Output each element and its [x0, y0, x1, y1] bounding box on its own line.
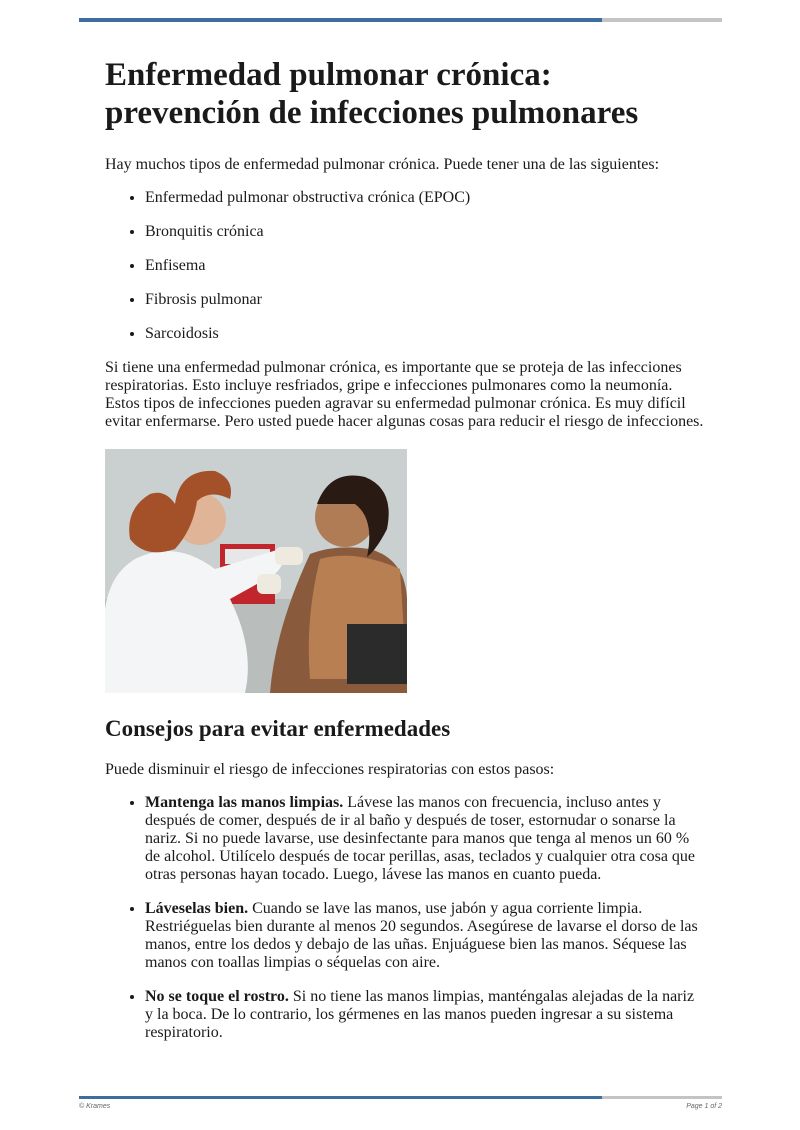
tip-title: Mantenga las manos limpias.: [145, 794, 344, 811]
vaccination-photo: [105, 449, 407, 693]
tip-title: No se toque el rostro.: [145, 988, 289, 1005]
tip-text: Cuando se lave las manos, use jabón y agua corriente limpia. Restriéguelas bien durante al menos 20 segundos. Asegúrese de lavarse el dorso de las manos, entre los dedos y debajo de las uñas. Enjuáguese bien las manos. Séquese las manos con toallas limpias o séquelas con aire.: [145, 900, 698, 971]
page-title: Enfermedad pulmonar crónica: prevención de infecciones pulmonares: [105, 57, 639, 131]
footer-page-number: Page 1 of 2: [686, 1103, 722, 1110]
bottom-rule: [79, 1096, 722, 1099]
list-item: • Enfermedad pulmonar obstructiva crónica (EPOC): [145, 189, 705, 207]
tip-text: Si no tiene las manos limpias, manténgalas alejadas de la nariz y la boca. De lo contrario, los gérmenes en las manos pueden ingresar a su sistema respiratorio.: [145, 988, 695, 1041]
document-body: [105, 56, 705, 1058]
list-item: • Bronquitis crónica: [145, 223, 705, 241]
conditions-list: [105, 189, 705, 343]
list-item: • Sarcoidosis: [145, 325, 705, 343]
list-item: [145, 794, 705, 884]
intro-paragraph: Hay muchos tipos de enfermedad pulmonar crónica. Puede tener una de las siguientes:: [105, 156, 660, 173]
list-item: • Enfisema: [145, 257, 705, 275]
section-heading: Consejos para evitar enfermedades: [105, 716, 451, 741]
list-item: [145, 900, 705, 972]
section-intro: Puede disminuir el riesgo de infecciones respiratorias con estos pasos:: [105, 761, 555, 778]
tips-list: [105, 794, 705, 1042]
tip-title: Láveselas bien.: [145, 900, 249, 917]
top-rule: [79, 18, 722, 22]
tip-text: Lávese las manos con frecuencia, incluso antes y después de comer, después de ir al baño y después de toser, estornudar o sonarse la nariz. Si no puede lavarse, use desinfectante para manos que tenga al menos un 60 % de alcohol. Utilícelo después de tocar perillas, asas, teclados y cualquier otra cosa que otras personas hayan tocado. Luego, lávese las manos en cuanto pueda.: [145, 794, 696, 883]
list-item: [145, 988, 705, 1042]
body-paragraph: Si tiene una enfermedad pulmonar crónica, es importante que se proteja de las infecciones respiratorias. Esto incluye resfriados, gripe e infecciones pulmonares como la neumonía. Estos tipos de infecciones pueden agravar su enfermedad pulmonar crónica. Es muy difícil evitar enfermarse. Pero usted puede hacer algunas cosas para reducir el riesgo de infecciones.: [105, 359, 704, 430]
footer-copyright: © Krames: [79, 1103, 111, 1110]
list-item: • Fibrosis pulmonar: [145, 291, 705, 309]
